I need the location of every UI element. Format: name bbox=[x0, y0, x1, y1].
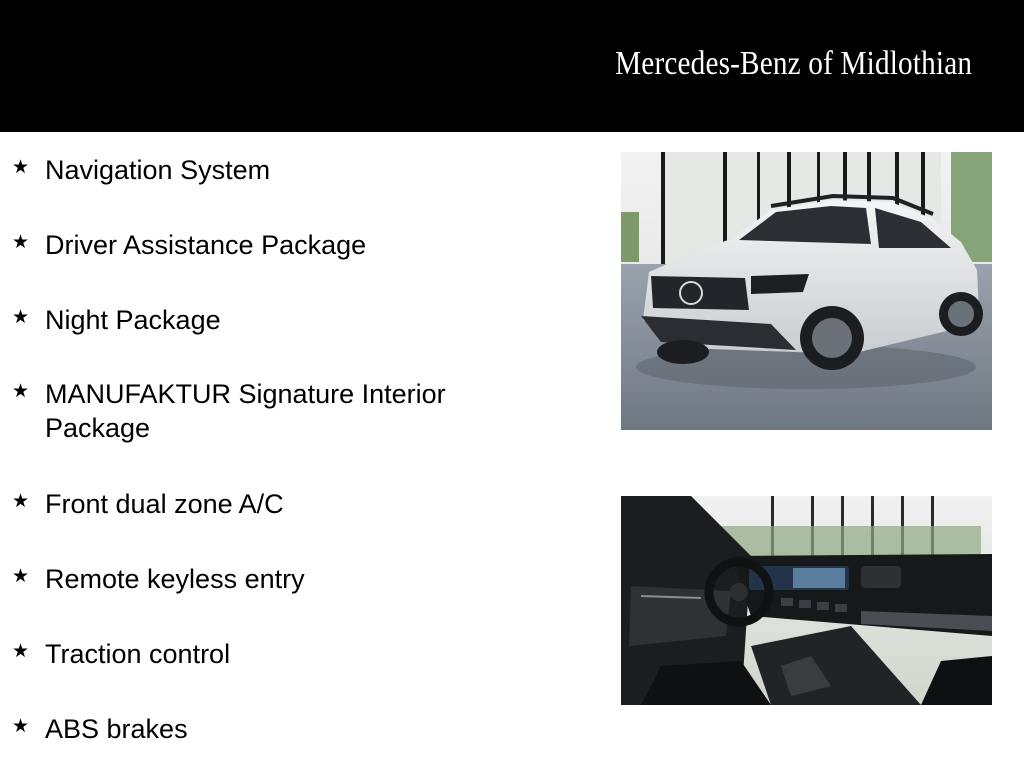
feature-label: Driver Assistance Package bbox=[45, 230, 367, 260]
star-icon: ★ bbox=[12, 157, 30, 178]
exterior-photo bbox=[621, 152, 992, 430]
star-icon: ★ bbox=[12, 381, 30, 402]
feature-item bbox=[12, 153, 552, 187]
star-icon: ★ bbox=[12, 566, 30, 587]
feature-label: MANUFAKTUR Signature Interior Package bbox=[45, 379, 446, 443]
header-bar bbox=[0, 0, 1024, 132]
feature-label: Traction control bbox=[45, 639, 231, 669]
star-icon: ★ bbox=[12, 232, 30, 253]
feature-label: Navigation System bbox=[45, 155, 271, 185]
feature-item bbox=[12, 228, 552, 262]
feature-label: Front dual zone A/C bbox=[45, 489, 284, 519]
star-icon: ★ bbox=[12, 491, 30, 512]
feature-label: Night Package bbox=[45, 305, 221, 335]
feature-item bbox=[12, 562, 552, 596]
star-icon: ★ bbox=[12, 716, 30, 737]
star-icon: ★ bbox=[12, 307, 30, 328]
feature-label: ABS brakes bbox=[45, 714, 188, 744]
dealer-name: Mercedes-Benz of Midlothian bbox=[614, 45, 972, 82]
interior-photo bbox=[621, 496, 992, 705]
feature-item bbox=[12, 377, 482, 445]
feature-item bbox=[12, 712, 552, 746]
feature-item bbox=[12, 303, 552, 337]
feature-label: Remote keyless entry bbox=[45, 564, 305, 594]
feature-item bbox=[12, 487, 552, 521]
star-icon: ★ bbox=[12, 641, 30, 662]
feature-item bbox=[12, 637, 552, 671]
